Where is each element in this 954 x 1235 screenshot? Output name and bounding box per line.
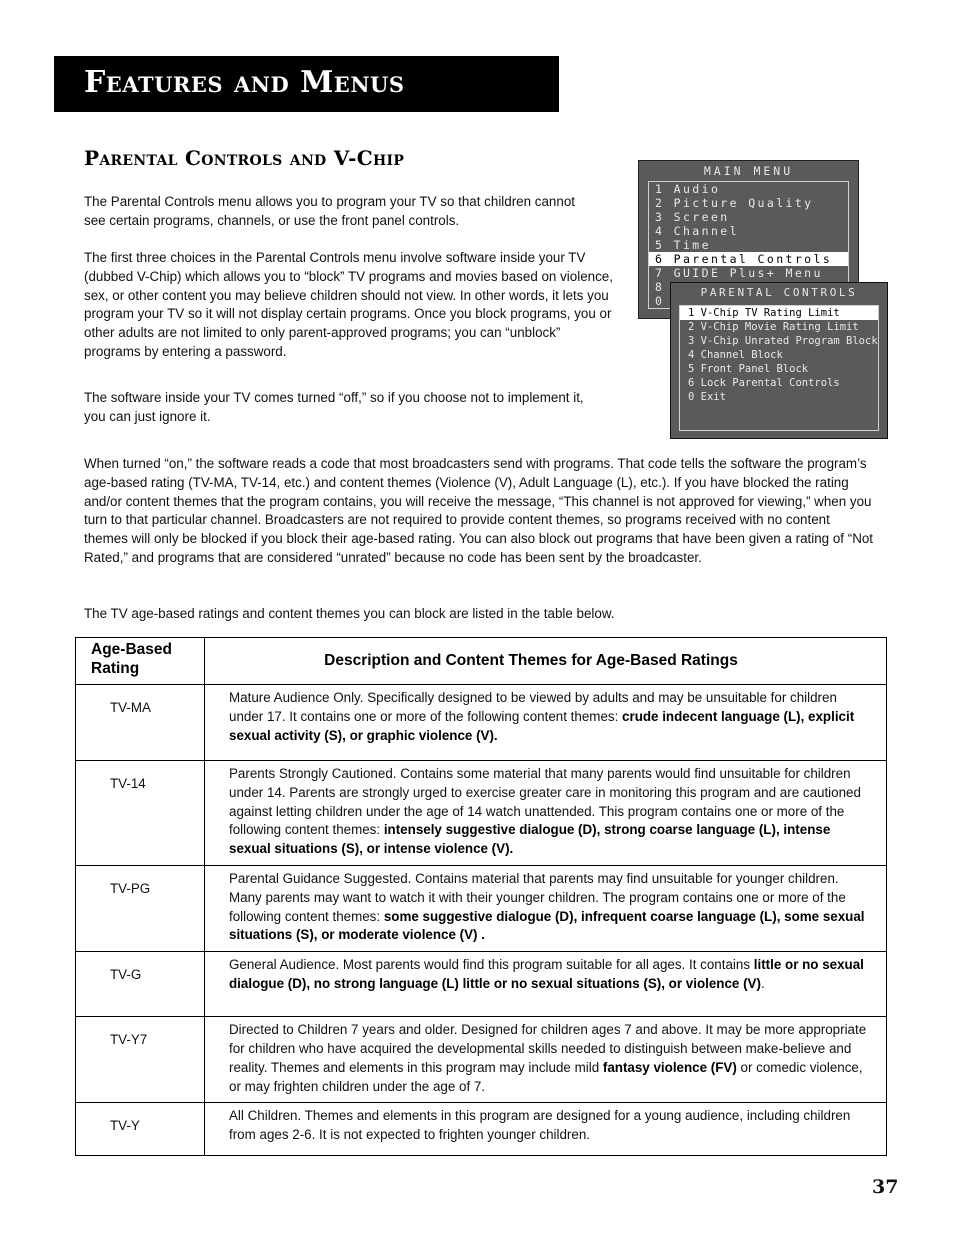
- table-row: [76, 1103, 887, 1156]
- description-tail: .: [760, 975, 765, 991]
- main-menu-item: 3 Screen: [655, 210, 730, 224]
- description-text: General Audience. Most parents would find this program suitable for all ages. It contains: [229, 957, 754, 973]
- parental-menu-title: PARENTAL CONTROLS: [700, 286, 858, 299]
- main-menu-item: 7 GUIDE Plus+ Menu: [655, 266, 823, 280]
- header-age-based-rating: Age-Based Rating: [76, 638, 205, 685]
- rating-cell: TV-Y: [76, 1103, 205, 1156]
- table-row: [76, 952, 887, 1017]
- page-number: 37: [872, 1176, 899, 1198]
- chapter-title: Features and Menus: [84, 65, 405, 100]
- description-cell: [205, 685, 887, 761]
- parental-menu-item: 5 Front Panel Block: [688, 363, 809, 375]
- content-themes: crude indecent language (L), explicit sexual activity (S), or graphic violence (V).: [229, 708, 855, 743]
- main-menu-item: 4 Channel: [655, 224, 739, 238]
- header-description: Description and Content Themes for Age-Based Ratings: [205, 638, 887, 685]
- content-themes: fantasy violence (FV): [602, 1059, 737, 1075]
- main-menu-title: MAIN MENU: [703, 164, 794, 178]
- parental-menu-item: 4 Channel Block: [688, 349, 783, 361]
- parental-menu-item: 1 V-Chip TV Rating Limit: [680, 306, 878, 320]
- rating-cell: TV-14: [76, 761, 205, 866]
- main-menu-item: 0: [655, 294, 665, 308]
- content-themes: intensely suggestive dialogue (D), strong coarse language (L), intense sexual situations (S), or intense violence (V).: [229, 822, 831, 857]
- table-intro-paragraph: The TV age-based ratings and content themes you can block are listed in the table below.: [84, 606, 615, 621]
- description-cell: [205, 1103, 887, 1156]
- table-row: [76, 685, 887, 761]
- description-tail: or comedic violence, or may frighten children under the age of 7.: [229, 1059, 863, 1094]
- table-row: [76, 865, 887, 951]
- parental-menu-list: [679, 305, 879, 431]
- description-text: Parents Strongly Cautioned. Contains some material that many parents would find unsuitable for children under 14. Parents are strongly urged to exercise greater care in monitoring this program and are cautioned against letting children under the age of 14 watch unattended. This program contains one or more of the following content themes:: [229, 766, 861, 838]
- main-menu-item: 2 Picture Quality: [655, 196, 814, 210]
- vchip-paragraph: The first three choices in the Parental Controls menu involve software inside your TV (dubbed V-Chip) which allows you to “block” TV programs and movies based on violence, sex, or other content you may believe children should not view. In other words, it lets you program your TV so it will not display certain programs. Once you block programs, you or other adults are not limited to only parent-approved programs; you can “unblock” programs by entering a password.: [84, 250, 613, 359]
- table-row: [76, 761, 887, 866]
- ratings-table-header: [76, 638, 887, 685]
- description-text: All Children. Themes and elements in this program are designed for a young audience, including children from ages 2-6. It is not expected to frighten younger children.: [229, 1108, 851, 1143]
- intro-paragraph: The Parental Controls menu allows you to program your TV so that children cannot see certain programs, channels, or use the front panel controls.: [84, 194, 575, 228]
- software-on-paragraph: When turned “on,” the software reads a code that most broadcasters send with programs. That code tells the software the program’s age-based rating (TV-MA, TV-14, etc.) and content themes (Violence (V), Adult Language (L), etc.). If you have blocked the rating and/or content themes that the program contains, you will receive the message, “This channel is not approved for viewing,” when you turn to that particular channel. Broadcasters are not required to provide content themes, so programs received with no content themes will only be blocked if you block their age-based rating. You can also block out programs that have been given a rating of “Not Rated,” and programs that are considered “unrated” because no code has been sent by the broadcaster.: [84, 456, 874, 565]
- parental-menu-item: 0 Exit: [688, 391, 726, 403]
- description-cell: [205, 1017, 887, 1103]
- rating-cell: TV-G: [76, 952, 205, 1017]
- content-themes: some suggestive dialogue (D), infrequent coarse language (L), some sexual situations (S), or moderate violence (V) .: [229, 908, 865, 943]
- content-themes: little or no sexual dialogue (D), no strong language (L) little or no sexual situations (S), or violence (V): [229, 957, 864, 991]
- section-title: Parental Controls and V-Chip: [84, 146, 405, 170]
- description-cell: [205, 761, 887, 866]
- description-cell: [205, 865, 887, 951]
- rating-cell: TV-MA: [76, 685, 205, 761]
- description-text: Mature Audience Only. Specifically designed to be viewed by adults and may be unsuitable for children under 17. It contains one or more of the following content themes:: [229, 690, 837, 724]
- parental-menu-item: 6 Lock Parental Controls: [688, 377, 840, 389]
- main-menu-item: 6 Parental Controls: [649, 252, 848, 266]
- description-text: Parental Guidance Suggested. Contains material that parents may find unsuitable for younger children. Many parents may want to watch it with their younger children. The program contains one or more of the following content themes:: [229, 870, 846, 924]
- rating-cell: TV-PG: [76, 865, 205, 951]
- main-menu-item: 1 Audio: [655, 182, 721, 196]
- parental-menu-item: 2 V-Chip Movie Rating Limit: [688, 321, 859, 333]
- main-menu-item: 8: [655, 280, 665, 294]
- description-cell: [205, 952, 887, 1017]
- ratings-table: [75, 637, 887, 1156]
- rating-cell: TV-Y7: [76, 1017, 205, 1103]
- parental-controls-menu-screen: [670, 282, 888, 439]
- main-menu-item: 5 Time: [655, 238, 711, 252]
- software-off-paragraph: The software inside your TV comes turned “off,” so if you choose not to implement it, you can just ignore it.: [84, 390, 584, 424]
- chapter-banner: [54, 56, 559, 112]
- description-text: Directed to Children 7 years and older. Designed for children ages 7 and above. It may be more appropriate for children who have acquired the developmental skills needed to distinguish between make-believe and reality. Themes and elements in this program may include mild: [229, 1022, 867, 1075]
- parental-menu-item: 3 V-Chip Unrated Program Block: [688, 335, 878, 347]
- table-row: [76, 1017, 887, 1103]
